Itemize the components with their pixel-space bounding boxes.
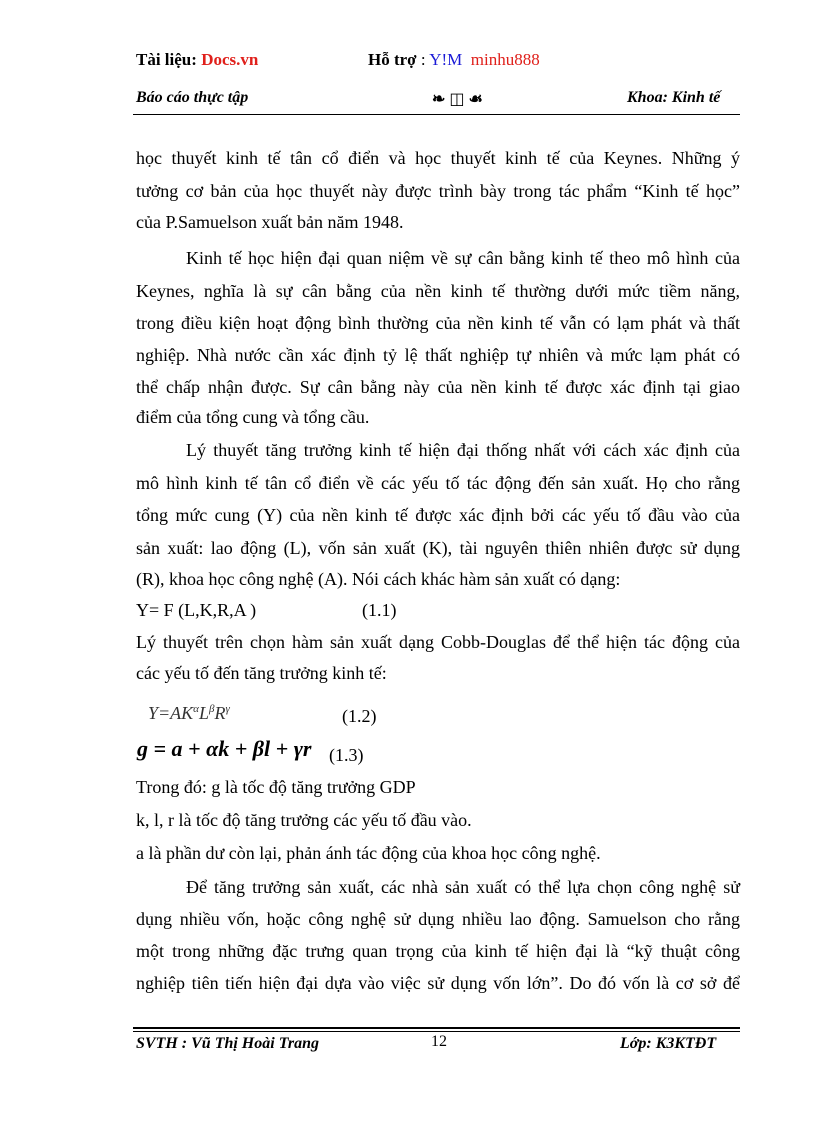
page-number: 12 [431, 1033, 447, 1050]
support-ym: Y!M [429, 50, 463, 69]
text-line: các yếu tố đến tăng trưởng kinh tế: [136, 663, 387, 683]
support-sep: : [416, 50, 430, 69]
formula-1-3: g = a + αk + βl + γr [137, 736, 312, 761]
doc-site-link[interactable]: Docs.vn [201, 50, 259, 69]
text-line: của P.Samuelson xuất bản năm 1948. [136, 212, 404, 232]
header-right: Khoa: Kinh tế [627, 89, 721, 106]
formula-1-2-alpha: α [193, 703, 199, 715]
doc-label: Tài liệu [136, 50, 192, 69]
text-line: k, l, r là tốc độ tăng trưởng các yếu tố đầu vào. [136, 810, 472, 830]
text-line: (R), khoa học công nghệ (A). Nói cách khác hàm sản xuất có dạng: [136, 569, 621, 589]
text-line: Để tăng trưởng sản xuất, các nhà sản xuất có thể lựa chọn công nghệ sử [186, 877, 740, 897]
text-line: thể chấp nhận được. Sự cân bằng này của nền kinh tế được xác định tại giao [136, 377, 740, 397]
support-user-link[interactable]: minhu888 [470, 50, 540, 69]
formula-1-2 [148, 703, 230, 724]
footer-left: SVTH : Vũ Thị Hoài Trang [136, 1035, 319, 1052]
doc-sep: : [191, 50, 202, 69]
formula-1-1-number: (1.1) [362, 600, 397, 620]
text-line: a là phần dư còn lại, phản ánh tác động của khoa học công nghệ. [136, 843, 601, 863]
text-line: nghiệp. Nhà nước cần xác định tỷ lệ thất nghiệp tự nhiên và mức lạm phát có [136, 345, 740, 365]
formula-1-2-L: L [198, 703, 209, 723]
document-source-label [136, 50, 258, 70]
text-line: sản xuất: lao động (L), vốn sản xuất (K), tài nguyên thiên nhiên được sử dụng [136, 538, 740, 558]
formula-1-2-R: R [214, 703, 226, 723]
formula-1-2-beta: β [208, 703, 215, 715]
header-ornament: ❧ ◫ ☙ [432, 91, 483, 108]
formula-1-2-number: (1.2) [342, 706, 377, 726]
text-line: tưởng cơ bản của học thuyết này được trình bày trong tác phẩm “Kinh tế học” [136, 181, 740, 201]
text-line: một trong những đặc trưng quan trọng của kinh tế hiện đại là “kỹ thuật công [136, 941, 740, 961]
text-line: học thuyết kinh tế tân cổ điển và học thuyết kinh tế của Keynes. Những ý [136, 148, 740, 168]
formula-1-1: Y= F (L,K,R,A ) [136, 600, 257, 620]
footer-rule-top [133, 1027, 740, 1029]
text-line: Trong đó: g là tốc độ tăng trưởng GDP [136, 777, 416, 797]
text-line: Kinh tế học hiện đại quan niệm về sự cân bằng kinh tế theo mô hình của [186, 248, 740, 268]
text-line: Lý thuyết trên chọn hàm sản xuất dạng Cobb-Douglas để thể hiện tác động của [136, 632, 740, 652]
text-line: điểm của tổng cung và tổng cầu. [136, 407, 370, 427]
header-left: Báo cáo thực tập [136, 89, 249, 106]
text-line: Lý thuyết tăng trưởng kinh tế hiện đại thống nhất với cách xác định của [186, 440, 740, 460]
text-line: nghiệp tiên tiến hiện đại dựa vào việc sử dụng vốn lớn”. Do đó vốn là cơ sở để [136, 973, 740, 993]
formula-1-3-number: (1.3) [329, 745, 364, 765]
support-text: Hỗ trợ [368, 50, 417, 69]
formula-1-2-base: Y=AK [148, 703, 194, 723]
support-label [368, 50, 540, 70]
footer-right: Lớp: K3KTĐT [620, 1035, 717, 1052]
text-line: tổng mức cung (Y) của nền kinh tế được xác định bởi các yếu tố đầu vào của [136, 505, 740, 525]
formula-1-2-gamma: γ [225, 703, 230, 715]
text-line: mô hình kinh tế tân cổ điển về các yếu tố tác động đến sản xuất. Họ cho rằng [136, 473, 740, 493]
header-rule [133, 114, 740, 115]
text-line: trong điều kiện hoạt động bình thường của nền kinh tế vẫn có lạm phát và thất [136, 313, 740, 333]
text-line: Keynes, nghĩa là sự cân bằng của nền kinh tế thường dưới mức tiềm năng, [136, 281, 740, 301]
text-line: dụng nhiều vốn, hoặc công nghệ sử dụng nhiều lao động. Samuelson cho rằng [136, 909, 740, 929]
footer-rule-bottom [133, 1031, 740, 1032]
